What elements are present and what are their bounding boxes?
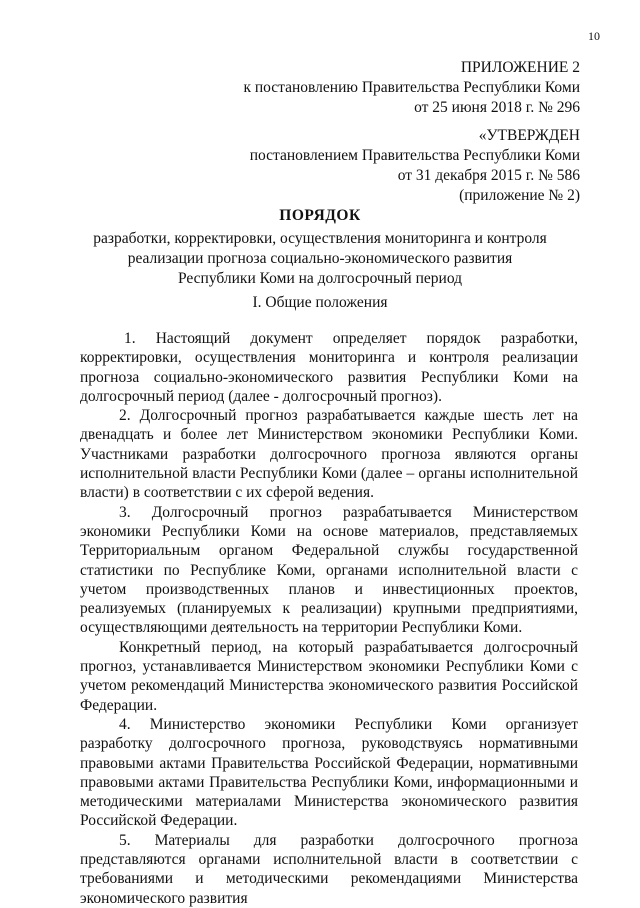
approval-date: от 31 декабря 2015 г. № 586 bbox=[397, 167, 580, 184]
subtitle-line: разработки, корректировки, осуществления мониторинга и контроля bbox=[93, 230, 547, 247]
appendix-label: ПРИЛОЖЕНИЕ 2 bbox=[460, 59, 580, 76]
section-heading: I. Общие положения bbox=[252, 294, 388, 311]
subtitle-line: Республики Коми на долгосрочный период bbox=[177, 270, 463, 287]
appendix-header bbox=[243, 58, 580, 118]
page-number: 10 bbox=[588, 29, 600, 43]
appendix-date: от 25 июня 2018 г. № 296 bbox=[414, 99, 580, 116]
paragraph: 3. Долгосрочный прогноз разрабатывается Министерством экономики Республики Коми на основе материалов, представляемых Территориальным органом Федеральной службы государственной статистики по Республике Коми, органами исполнительной власти с учетом производственных планов и инвестиционных проектов, реализуемых (планируемых к реализации) крупными предприятиями, осуществляющими деятельность на территории Республики Коми. bbox=[80, 503, 578, 637]
approval-label: «УТВЕРЖДЕН bbox=[478, 127, 580, 144]
paragraph: 1. Настоящий документ определяет порядок разработки, корректировки, осуществления мониторинга и контроля реализации прогноза социально-экономического развития Республики Коми на долгосрочный период (далее - долгосрочный прогноз). bbox=[80, 330, 578, 405]
approval-appendix-number: (приложение № 2) bbox=[459, 187, 580, 204]
appendix-resolution: к постановлению Правительства Республики Коми bbox=[243, 79, 580, 96]
subtitle-line: реализации прогноза социально-экономического развития bbox=[127, 250, 513, 267]
paragraph: 2. Долгосрочный прогноз разрабатывается каждые шесть лет на двенадцать и более лет Министерством экономики Республики Коми. Участниками разработки долгосрочного прогноза являются органы исполнительной власти Республики Коми (далее – органы исполнительной власти) в соответствии с их сферой ведения. bbox=[80, 407, 578, 502]
approval-resolution: постановлением Правительства Республики Коми bbox=[249, 147, 580, 164]
document-subtitle bbox=[0, 229, 640, 289]
paragraph: Конкретный период, на который разрабатывается долгосрочный прогноз, устанавливается Министерством экономики Республики Коми с учетом рекомендаций Министерства экономического развития Российской Федерации. bbox=[80, 638, 578, 714]
document-title: ПОРЯДОК bbox=[279, 207, 361, 224]
paragraph: 5. Материалы для разработки долгосрочного прогноза представляются органами исполнительной власти в соответствии с требованиями и методическими рекомендациями Министерства экономического развития bbox=[80, 831, 578, 907]
paragraph: 4. Министерство экономики Республики Коми организует разработку долгосрочного прогноза, руководствуясь нормативными правовыми актами Правительства Российской Федерации, нормативными правовыми актами Правительства Республики Коми, информационными и методическими материалами Министерства экономического развития Российской Федерации. bbox=[80, 715, 578, 830]
body-text bbox=[80, 329, 578, 908]
approval-header bbox=[250, 126, 580, 206]
